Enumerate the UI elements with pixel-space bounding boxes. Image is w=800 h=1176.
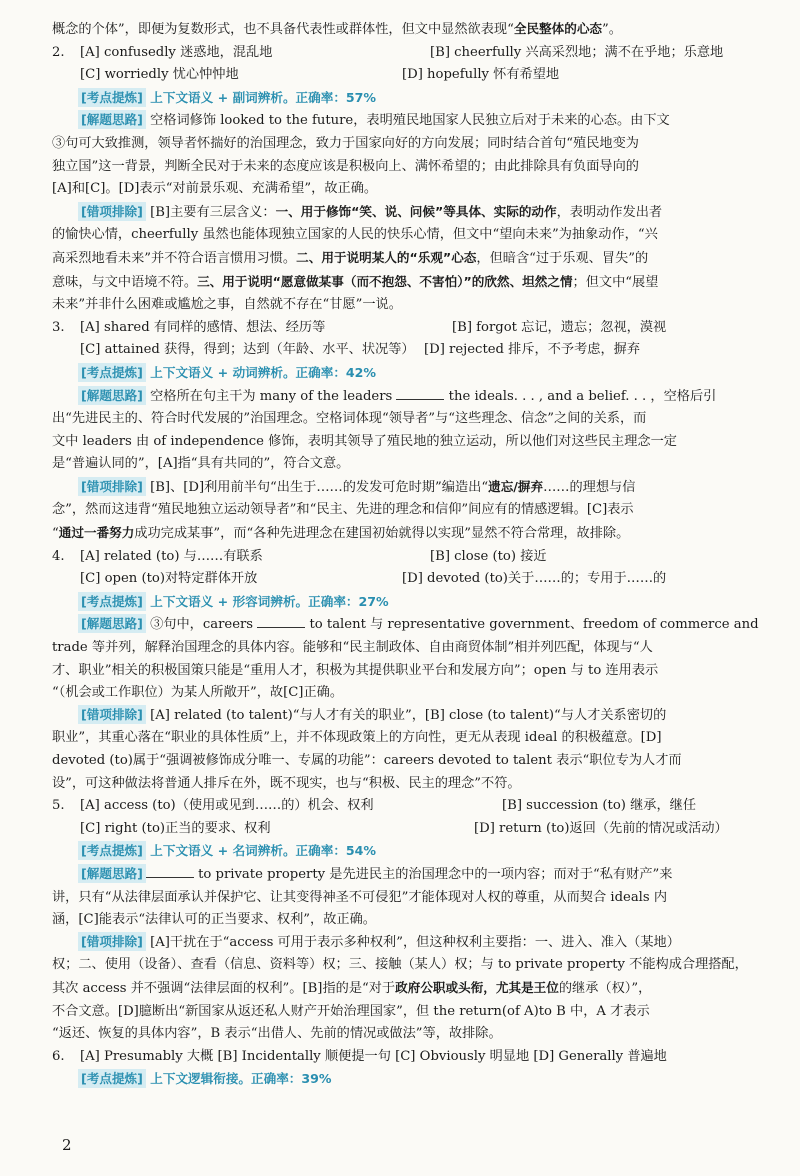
- analysis-tag: [解题思路]: [78, 614, 146, 633]
- key-point-text: 上下文语义 + 动词辨析。正确率：42%: [145, 364, 377, 380]
- elimination-line: [错项排除] [A]干扰在于“access 可用于表示多种权利”，但这种权利主要指：一、进入、准入（某地）: [52, 932, 768, 955]
- key-point-line: [52, 1068, 768, 1092]
- elimination-line: 意味，与文中语境不符。三、用于说明“愿意做某事（而不抱怨、不害怕）”的欣然、坦然之情；但文中“展望: [52, 273, 659, 290]
- key-point-line: [52, 591, 768, 615]
- question-2-options-row-1: [52, 42, 768, 65]
- analysis-line: [解题思路] ③句中，careers to talent 与 representative government、freedom of commerce and: [52, 614, 768, 637]
- question-6-options: [A] Presumably 大概 [B] Incidentally 顺便提一句 [C] Obviously 明显地 [D] Generally 普遍地: [80, 1048, 667, 1064]
- answer-blank: [257, 615, 305, 628]
- analysis-tag: [解题思路]: [78, 386, 146, 405]
- option-a: [A] shared 有同样的感情、想法、经历等: [80, 319, 326, 335]
- option-a: [A] related (to) 与……有联系: [80, 548, 263, 564]
- key-point-tag: [考点提炼]: [78, 1069, 146, 1088]
- elimination-tag: [错项排除]: [78, 705, 146, 724]
- key-point-tag: [考点提炼]: [78, 88, 146, 107]
- key-point-tag: [考点提炼]: [78, 363, 146, 382]
- option-c: [C] worriedly 忧心忡忡地: [80, 67, 239, 83]
- elimination-line: [错项排除] [B]主要有三层含义：一、用于修饰“笑、说、问候”等具体、实际的动作，表明动作发出者: [52, 201, 768, 225]
- key-point-tag: [考点提炼]: [78, 592, 146, 611]
- analysis-line: [解题思路] 空格词修饰 looked to the future，表明殖民地国家人民独立后对于未来的心态。由下文: [52, 110, 768, 133]
- elimination-line: 不合文意。[D]臆断出“新国家从返还私人财产开始治理国家”，但 the return(of A)to B 中，A 才表示: [52, 1003, 650, 1019]
- question-4-options-row-1: [52, 546, 768, 569]
- elimination-line: 高采烈地看未来”并不符合语言惯用习惯。二、用于说明某人的“乐观”心态，但暗含“过于乐观、冒失”的: [52, 249, 649, 266]
- question-6-options-row: [52, 1046, 768, 1069]
- option-d: [D] return (to)返回（先前的情况或活动）: [474, 820, 728, 836]
- question-number: 5.: [52, 798, 65, 814]
- question-5-options-row-2: [52, 818, 768, 841]
- question-4-options-row-2: [52, 568, 768, 591]
- key-point-text: 上下文逻辑衔接。正确率：39%: [145, 1071, 332, 1087]
- key-point-text: 上下文语义 + 名词辨析。正确率：54%: [145, 843, 377, 859]
- question-3-options-row-1: [52, 317, 768, 340]
- analysis-line: 才、职业”相关的积极国策只能是“重用人才，积极为其提供职业平台和发展方向”；open 与 to 连用表示: [52, 662, 659, 678]
- elimination-tag: [错项排除]: [78, 932, 146, 951]
- key-point-line: [52, 840, 768, 864]
- elimination-line: 其次 access 并不强调“法律层面的权利”。[B]指的是“对于政府公职或头衔，尤其是王位的继承（权）”，: [52, 979, 652, 996]
- answer-blank: [396, 387, 444, 400]
- question-number: 6.: [52, 1048, 65, 1064]
- analysis-tag: [解题思路]: [78, 864, 146, 883]
- option-b: [B] succession (to) 继承，继任: [502, 798, 697, 814]
- question-5-options-row-1: [52, 795, 768, 818]
- question-number: 4.: [52, 548, 65, 564]
- elimination-line: devoted (to)属于“强调被修饰成分唯一、专属的功能”：careers devoted to talent 表示“职位专为人才而: [52, 753, 682, 768]
- question-2-options-row-2: [52, 64, 768, 87]
- analysis-line: “（机会或工作职位）为某人所敞开”，故[C]正确。: [52, 685, 344, 701]
- option-a: [A] confusedly 迷惑地，混乱地: [80, 44, 273, 60]
- analysis-line: 是“普遍认同的”，[A]指“具有共同的”，符合文意。: [52, 456, 350, 472]
- key-point-line: [52, 87, 768, 111]
- elimination-tag: [错项排除]: [78, 202, 146, 221]
- option-c: [C] open (to)对特定群体开放: [80, 571, 258, 587]
- analysis-line: 文中 leaders 由 of independence 修饰，表明其领导了殖民地的独立运动，所以他们对这些民主理念一定: [52, 433, 677, 449]
- analysis-line: trade 等并列，解释治国理念的具体内容。能够和“民主制政体、自由商贸体制”相并列匹配，体现与“人: [52, 640, 653, 656]
- analysis-line: ③句可大致推测，领导者怀揣好的治国理念，致力于国家向好的方向发展；同时结合首句“殖民地变为: [52, 135, 639, 151]
- analysis-line: [解题思路] to private property 是先进民主的治国理念中的一项内容；而对于“私有财产”来: [52, 864, 768, 887]
- elimination-line: 职业”，其重心落在“职业的具体性质”上，并不体现政策上的方向性，更无从表现 ideal 的积极蕴意。[D]: [52, 730, 662, 746]
- analysis-line: 讲，只有“从法律层面承认并保护它、让其变得神圣不可侵犯”才能体现对人权的尊重，从而契合 ideals 内: [52, 889, 668, 905]
- option-b: [B] forgot 忘记，遗忘；忽视，漠视: [452, 319, 667, 335]
- analysis-line: [解题思路] 空格所在句主干为 many of the leaders the ideals. . . , and a belief. . . ，空格后引: [52, 386, 768, 409]
- elimination-tag: [错项排除]: [78, 477, 146, 496]
- analysis-line: 出“先进民主的、符合时代发展的”治国理念。空格词体现“领导者”与“这些理念、信念”之间的关系，而: [52, 411, 647, 427]
- answer-blank: [146, 865, 194, 878]
- option-b: [B] close (to) 接近: [430, 548, 547, 564]
- option-a: [A] access (to)（使用或见到……的）机会、权利: [80, 798, 374, 814]
- elimination-line: 权；二、使用（设备）、查看（信息、资料等）权；三、接触（某人）权；与 to private property 不能构成合理搭配，: [52, 957, 748, 973]
- elimination-line: [错项排除] [B]、[D]利用前半句“出生于……的发发可危时期”编造出“遗忘/摒弃……的理想与信: [52, 476, 768, 500]
- page-number: 2: [62, 1136, 72, 1154]
- key-point-line: [52, 362, 768, 386]
- key-point-text: 上下文语义 + 副词辨析。正确率：57%: [145, 89, 377, 105]
- option-c: [C] attained 获得，得到；达到（年龄、水平、状况等）: [80, 342, 415, 358]
- elimination-line: 念”，然而这违背“殖民地独立运动领导者”和“民主、先进的理念和信仰”间应有的情感逻辑。[C]表示: [52, 502, 634, 518]
- key-point-tag: [考点提炼]: [78, 841, 146, 860]
- question-number: 2.: [52, 44, 65, 60]
- elimination-line: 设”，可这种做法将普通人排斥在外，既不现实，也与“积极、民主的理念”不符。: [52, 775, 521, 791]
- analysis-tag: [解题思路]: [78, 110, 146, 129]
- option-d: [D] hopefully 怀有希望地: [402, 67, 560, 83]
- analysis-line: 涵，[C]能表示“法律认可的正当要求、权利”，故正确。: [52, 912, 376, 928]
- question-number: 3.: [52, 319, 65, 335]
- key-point-text: 上下文语义 + 形容词辨析。正确率：27%: [145, 593, 389, 609]
- elimination-line: “通过一番努力成功完成某事”，而“各种先进理念在建国初始就得以实现”显然不符合常理，故排除。: [52, 525, 630, 542]
- analysis-line: 独立国”这一背景，判断全民对于未来的态度应该是积极向上、满怀希望的；由此排除具有负面导向的: [52, 158, 639, 174]
- elimination-line: 未来”并非什么困难或尴尬之事，自然就不存在“甘愿”一说。: [52, 297, 402, 313]
- question-3-options-row-2: [52, 339, 768, 362]
- page-content: [52, 18, 768, 1092]
- text-line: 概念的个体”，即便为复数形式，也不具备代表性或群体性，但文中显然欲表现“全民整体的心态”。: [52, 21, 622, 37]
- option-d: [D] devoted (to)关于……的；专用于……的: [402, 571, 667, 587]
- option-b: [B] cheerfully 兴高采烈地；满不在乎地；乐意地: [430, 44, 724, 60]
- elimination-line: 的愉快心情，cheerfully 虽然也能体现独立国家的人民的快乐心情，但文中“望向未来”为抽象动作，“兴: [52, 227, 658, 243]
- elimination-line: “返还、恢复的具体内容”，B 表示“出借人、先前的情况或做法”等，故排除。: [52, 1026, 502, 1042]
- option-d: [D] rejected 排斥，不予考虑，摒弃: [424, 342, 641, 358]
- elimination-line: [错项排除] [A] related (to talent)“与人才有关的职业”，[B] close (to talent)“与人才关系密切的: [52, 705, 768, 728]
- analysis-line: [A]和[C]。[D]表示“对前景乐观、充满希望”，故正确。: [52, 181, 378, 197]
- option-c: [C] right (to)正当的要求、权利: [80, 820, 271, 836]
